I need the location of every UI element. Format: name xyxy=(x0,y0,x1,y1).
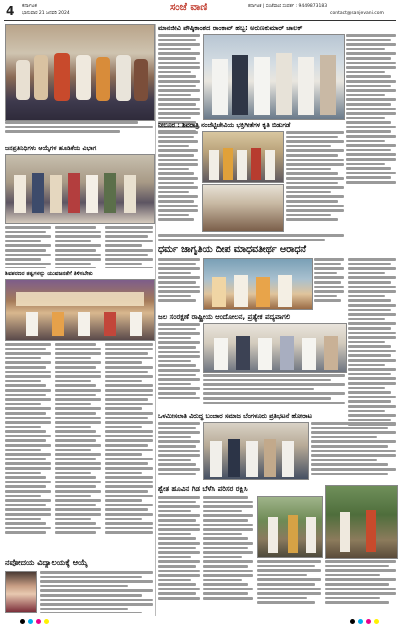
protest-photo xyxy=(203,422,309,480)
header-rule xyxy=(4,20,396,21)
water-col1 xyxy=(158,323,200,409)
center-col3 xyxy=(314,258,344,310)
contact-email: contact@sanjevani.com xyxy=(330,11,384,16)
color-swatch xyxy=(374,619,379,624)
print-registration-bar xyxy=(0,618,400,626)
stage-photo xyxy=(5,279,155,341)
color-swatch xyxy=(28,619,33,624)
left-mid-headline: ಜನಪ್ರತಿನಿಧಿಗಳು ಆಯ್ಕೆಗಳ ಹೂಡಿಕೆಯ ವಿಭಾಗ xyxy=(5,145,97,152)
ceremony-caption xyxy=(5,121,153,141)
student-photo xyxy=(5,571,37,613)
color-swatch xyxy=(366,619,371,624)
ceremony-photo xyxy=(5,24,155,121)
center-col1 xyxy=(158,258,200,310)
contact-line: ಕರ್ನಾಟಕ | ಸಂಜೆವಾಣಿ ಸಂಪರ್ಕ : 9449873183 xyxy=(248,4,328,9)
edition-date: ಭಾನುವಾರ 21 ಜನವರಿ 2024 xyxy=(22,11,70,16)
protest-col3 xyxy=(311,422,396,482)
group-photo-left xyxy=(5,154,155,224)
bottom-left-headline: ನವೋದಯ ವಿದ್ಯಾಲಯಕ್ಕೆ ಆಯ್ಕೆ xyxy=(5,558,88,567)
book-release-photo xyxy=(202,131,284,183)
left-caption-headline: ಶಿವಶರಣರ ತತ್ವಗಳನ್ನು ಯುವಜನತೆಗೆ ತಿಳಿಸಬೇಕು xyxy=(5,271,93,277)
middle-col-left xyxy=(158,131,198,231)
student-article xyxy=(40,571,153,613)
bottom-right-col xyxy=(325,560,396,614)
left-article-col1 xyxy=(5,226,51,268)
center-headline: ಧರ್ಮ ಜಾಗೃತಿಯ ದೀಪ ಮಾಧವತೀರ್ಥ ಆರಾಧನೆ xyxy=(158,244,307,255)
page-number: 4 xyxy=(6,4,15,18)
dignitaries-photo xyxy=(203,34,345,120)
left-lower-col1 xyxy=(5,343,51,555)
middle-col-right xyxy=(286,131,344,231)
water-headline: ಜಲ ಸಂರಕ್ಷಣೆ ರಾಷ್ಟ್ರೀಯ ಆಂದೋಲನ, ಪ್ರತ್ಯೇಕ ಪದ್ಯವಾಗಲಿ xyxy=(158,313,291,321)
bottom-mid-col1 xyxy=(158,496,200,614)
left-article-col3 xyxy=(105,226,153,268)
water-col-under-photo xyxy=(203,374,345,410)
top-right-headline: ಮಾನಜೀವಿ ಪೌಷ್ಠಿಕಾಂಶದ ರಾಂಕಾವ್ ಹಬ್ಬ: ಅರುಣಕುಮಾರ್ ಚಾಲಕ್ xyxy=(158,24,303,32)
column-divider xyxy=(155,24,156,616)
middle-lower-text xyxy=(158,234,344,242)
color-swatch xyxy=(358,619,363,624)
color-swatch xyxy=(350,619,355,624)
bottom-mid-col2 xyxy=(203,496,253,614)
masthead xyxy=(0,0,400,22)
color-swatch xyxy=(36,619,41,624)
seated-guests-photo xyxy=(202,184,284,232)
tree-planting-photo xyxy=(257,496,323,558)
left-lower-col3 xyxy=(105,343,153,555)
water-meeting-photo xyxy=(203,323,347,373)
bottom-mid-col4 xyxy=(257,560,321,614)
protest-headline: ಒಳಮೀಸಲಾತಿ ವಿರುದ್ಧ ಬಂಜಾರ ಸಮಾಜ ಬೆಂಗಳೂರು ಪ್ರತಿಭಟನೆ ಹೋರಾಟ xyxy=(158,412,312,420)
protest-col1 xyxy=(158,422,200,482)
bottom-mid-headline: ಶ್ವೇತ ಹೂವಿನ ಗಿಡ ಬೆಳೆಸಿ ಪರಿಸರ ರಕ್ಷಿಸಿ xyxy=(158,485,248,493)
newspaper-logo: ಸಂಜೆ ವಾಣಿ xyxy=(170,2,208,13)
edition-label: ಕರ್ನಾಟಕ xyxy=(22,3,37,9)
priests-photo xyxy=(203,258,313,310)
color-swatch xyxy=(44,619,49,624)
left-lower-col2 xyxy=(55,343,101,555)
middle-headline: ನೀಲೂರ : ಶಿವರಾತ್ರಿ ನಂಜೆಟ್ಟಿಚೇವಿಯ ಭಕ್ತಿಗೀತೆಗಳ ಕೃತಿ ಬಿಡುಗಡೆ xyxy=(158,121,291,129)
garden-photo xyxy=(325,485,398,559)
left-article-col2 xyxy=(55,226,101,268)
color-swatch xyxy=(20,619,25,624)
top-right-col3 xyxy=(346,34,396,204)
